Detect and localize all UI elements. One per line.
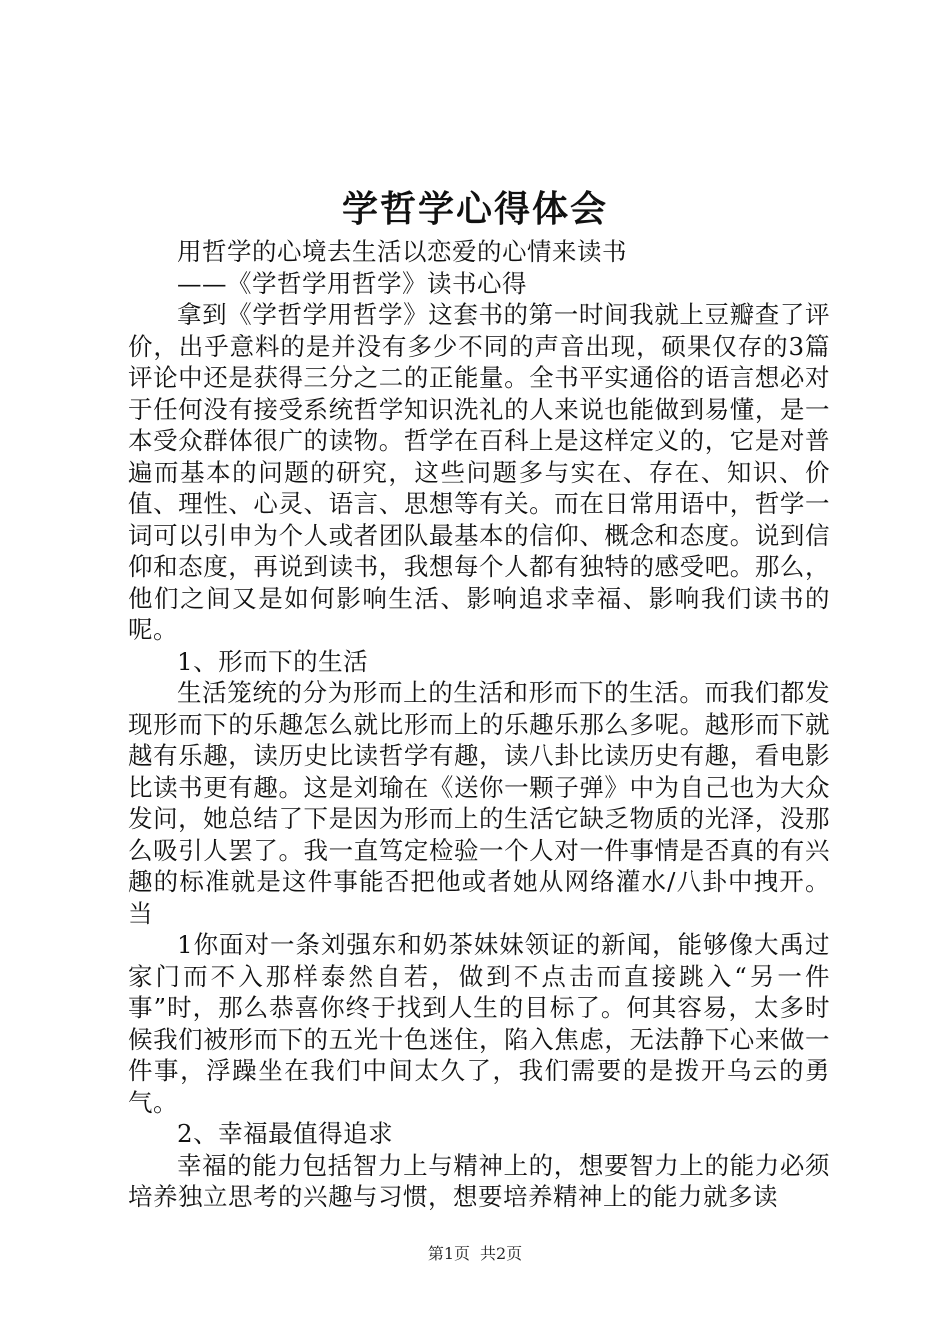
document-body (128, 236, 830, 1213)
page-number: 第1页 (427, 1244, 470, 1263)
page-total: 共2页 (480, 1244, 523, 1263)
section-heading: 2、幸福最值得追求 (177, 1119, 394, 1148)
body-paragraph: 生活笼统的分为形而上的生活和形而下的生活。而我们都发现形而下的乐趣怎么就比形而上的乐趣乐那么多呢。越形而下就越有乐趣，读历史比读哲学有趣，读八卦比读历史有趣，看电影比读书更有趣。这是刘瑜在《送你一颗子弹》中为自己也为大众发问，她总结了下是因为形而上的生活它缺乏物质的光泽，没那么吸引人罢了。我一直笃定检验一个人对一件事情是否真的有兴趣的标准就是这件事能否把他或者她从网络灌水/八卦中拽开。当 (128, 678, 830, 928)
body-paragraph: 幸福的能力包括智力上与精神上的，想要智力上的能力必须培养独立思考的兴趣与习惯，想要培养精神上的能力就多读 (128, 1150, 830, 1211)
body-paragraph: 1你面对一条刘强东和奶茶妹妹领证的新闻，能够像大禹过家门而不入那样泰然自若，做到不点击而直接跳入“另一件事”时，那么恭喜你终于找到人生的目标了。何其容易，太多时候我们被形而下的五光十色迷住，陷入焦虑，无法静下心来做一件事，浮躁坐在我们中间太久了，我们需要的是拨开乌云的勇气。 (128, 930, 830, 1117)
section-heading: 1、形而下的生活 (177, 646, 369, 676)
subtitle-source-line: ——《学哲学用哲学》读书心得 (177, 268, 527, 298)
subtitle-line: 用哲学的心境去生活以恋爱的心情来读书 (177, 237, 627, 266)
document-title: 学哲学心得体会 (341, 188, 608, 230)
page-footer (0, 1244, 950, 1264)
body-paragraph: 拿到《学哲学用哲学》这套书的第一时间我就上豆瓣查了评价，出乎意料的是并没有多少不同的声音出现，硕果仅存的3篇评论中还是获得三分之二的正能量。全书平实通俗的语言想必对于任何没有接受系统哲学知识洗礼的人来说也能做到易懂，是一本受众群体很广的读物。哲学在百科上是这样定义的，它是对普遍而基本的问题的研究，这些问题多与实在、存在、知识、价值、理性、心灵、语言、思想等有关。而在日常用语中，哲学一词可以引申为个人或者团队最基本的信仰、概念和态度。说到信仰和态度，再说到读书，我想每个人都有独特的感受吧。那么，他们之间又是如何影响生活、影响追求幸福、影响我们读书的呢。 (128, 300, 830, 644)
